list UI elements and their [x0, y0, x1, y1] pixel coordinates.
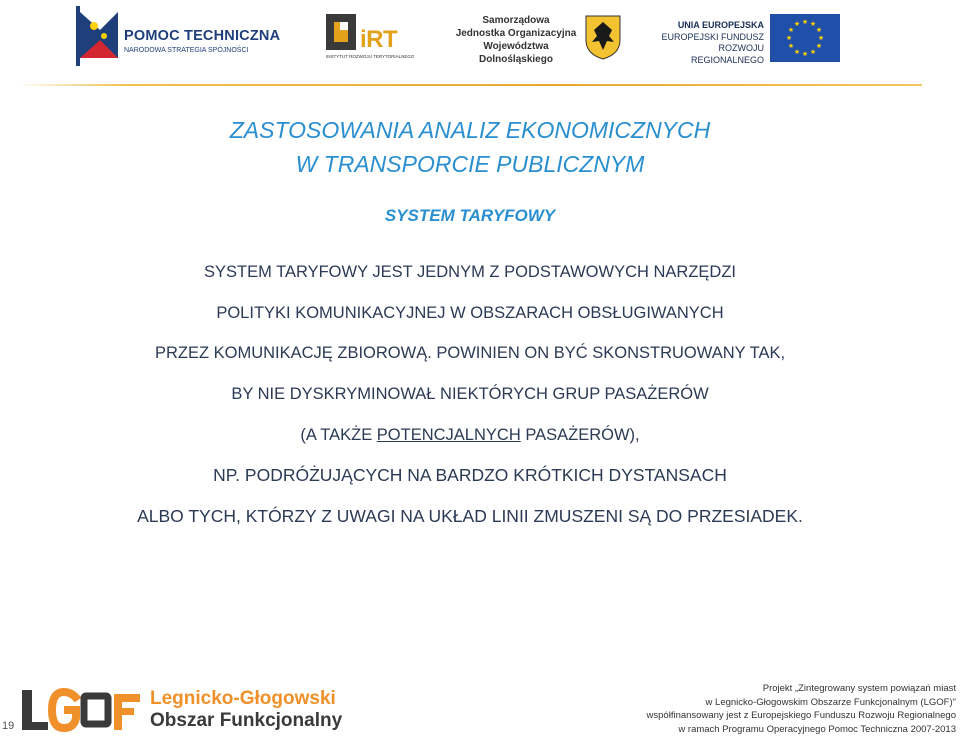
- eu-line-1: UNIA EUROPEJSKA: [677, 20, 764, 30]
- body-line-2: POLITYKI KOMUNIKACYJNEJ W OBSZARACH OBSŁUGIWANYCH: [216, 304, 724, 322]
- eu-line-2: EUROPEJSKI FUNDUSZ: [661, 31, 764, 42]
- svg-text:★: ★: [809, 48, 817, 56]
- section-title: SYSTEM TARYFOWY: [384, 206, 556, 225]
- irt-mark-icon: [326, 14, 360, 54]
- slide-title-line-1: ZASTOSOWANIA ANALIZ EKONOMICZNYCH: [229, 117, 711, 143]
- lgof-name-line-2: Obszar Funkcjonalny: [150, 710, 343, 731]
- svg-text:★: ★: [809, 20, 817, 28]
- eu-line-3: ROZWOJU REGIONALNEGO: [690, 43, 764, 65]
- svg-text:★: ★: [801, 50, 809, 58]
- lower-silesia-crest-icon: [584, 14, 622, 60]
- pomoc-techniczna-title: POMOC TECHNICZNA: [124, 28, 281, 44]
- body-line-5-end: PASAŻERÓW),: [520, 426, 640, 444]
- irt-logo: [326, 14, 422, 64]
- body-line-4: BY NIE DYSKRYMINOWAŁ NIEKTÓRYCH GRUP PASAŻERÓW: [231, 385, 709, 403]
- header-divider: [16, 84, 922, 86]
- samorzad-logo: [452, 12, 628, 66]
- samorzad-line-1: Samorządowa: [482, 15, 550, 26]
- svg-text:★: ★: [787, 42, 795, 50]
- svg-text:★: ★: [785, 34, 793, 42]
- svg-text:★: ★: [817, 34, 825, 42]
- lgof-name: [150, 688, 342, 732]
- page-number: 19: [2, 720, 15, 732]
- pomoc-techniczna-flag-icon: [70, 6, 120, 66]
- project-info-line-1: Projekt „Zintegrowany system powiązań miast: [762, 683, 956, 694]
- pomoc-techniczna-logo: [70, 6, 310, 70]
- svg-text:★: ★: [787, 26, 795, 34]
- samorzad-text: [452, 14, 580, 66]
- irt-subtitle: INSTYTUT ROZWOJU TERYTORIALNEGO: [326, 54, 415, 59]
- svg-text:★: ★: [815, 26, 823, 34]
- lgof-logo-icon: [20, 688, 142, 734]
- svg-text:★: ★: [815, 42, 823, 50]
- eu-flag-icon: [770, 14, 840, 62]
- svg-text:★: ★: [801, 18, 809, 26]
- body-line-5-underlined: POTENCJALNYCH: [376, 426, 521, 444]
- body-line-5-start: (A TAKŻE: [300, 426, 377, 444]
- slide-title-line-2: W TRANSPORCIE PUBLICZNYM: [295, 151, 645, 177]
- body-line-1: SYSTEM TARYFOWY JEST JEDNYM Z PODSTAWOWYCH NARZĘDZI: [203, 263, 736, 281]
- lgof-name-line-1: Legnicko-Głogowski: [150, 688, 336, 709]
- eu-text: [646, 20, 764, 66]
- body-line-7: ALBO TYCH, KTÓRZY Z UWAGI NA UKŁAD LINII ZMUSZENI SĄ DO PRZESIADEK.: [137, 506, 803, 526]
- body-line-3: PRZEZ KOMUNIKACJĘ ZBIOROWĄ. POWINIEN ON BYĆ SKONSTRUOWANY TAK,: [154, 344, 786, 362]
- body-line-6: NP. PODRÓŻUJĄCYCH NA BARDZO KRÓTKICH DYSTANSACH: [213, 465, 727, 485]
- eu-logo: [646, 14, 840, 64]
- samorzad-line-3: Województwa Dolnośląskiego: [479, 41, 553, 65]
- irt-name: iRT: [360, 26, 398, 53]
- body-line-5: [0, 426, 940, 445]
- pomoc-techniczna-subtitle: NARODOWA STRATEGIA SPÓJNOŚCI: [124, 47, 249, 54]
- svg-text:★: ★: [793, 20, 801, 28]
- header-logo-bar: [0, 0, 960, 86]
- svg-text:★: ★: [793, 48, 801, 56]
- project-info-line-2: w Legnicko-Głogowskim Obszarze Funkcjonalnym (LGOF)": [705, 696, 956, 708]
- project-info: [626, 682, 956, 736]
- project-info-line-3: współfinansowany jest z Europejskiego Funduszu Rozwoju Regionalnego: [646, 710, 956, 722]
- project-info-line-4: w ramach Programu Operacyjnego Pomoc Techniczna 2007-2013: [678, 723, 956, 735]
- samorzad-line-2: Jednostka Organizacyjna: [455, 28, 577, 39]
